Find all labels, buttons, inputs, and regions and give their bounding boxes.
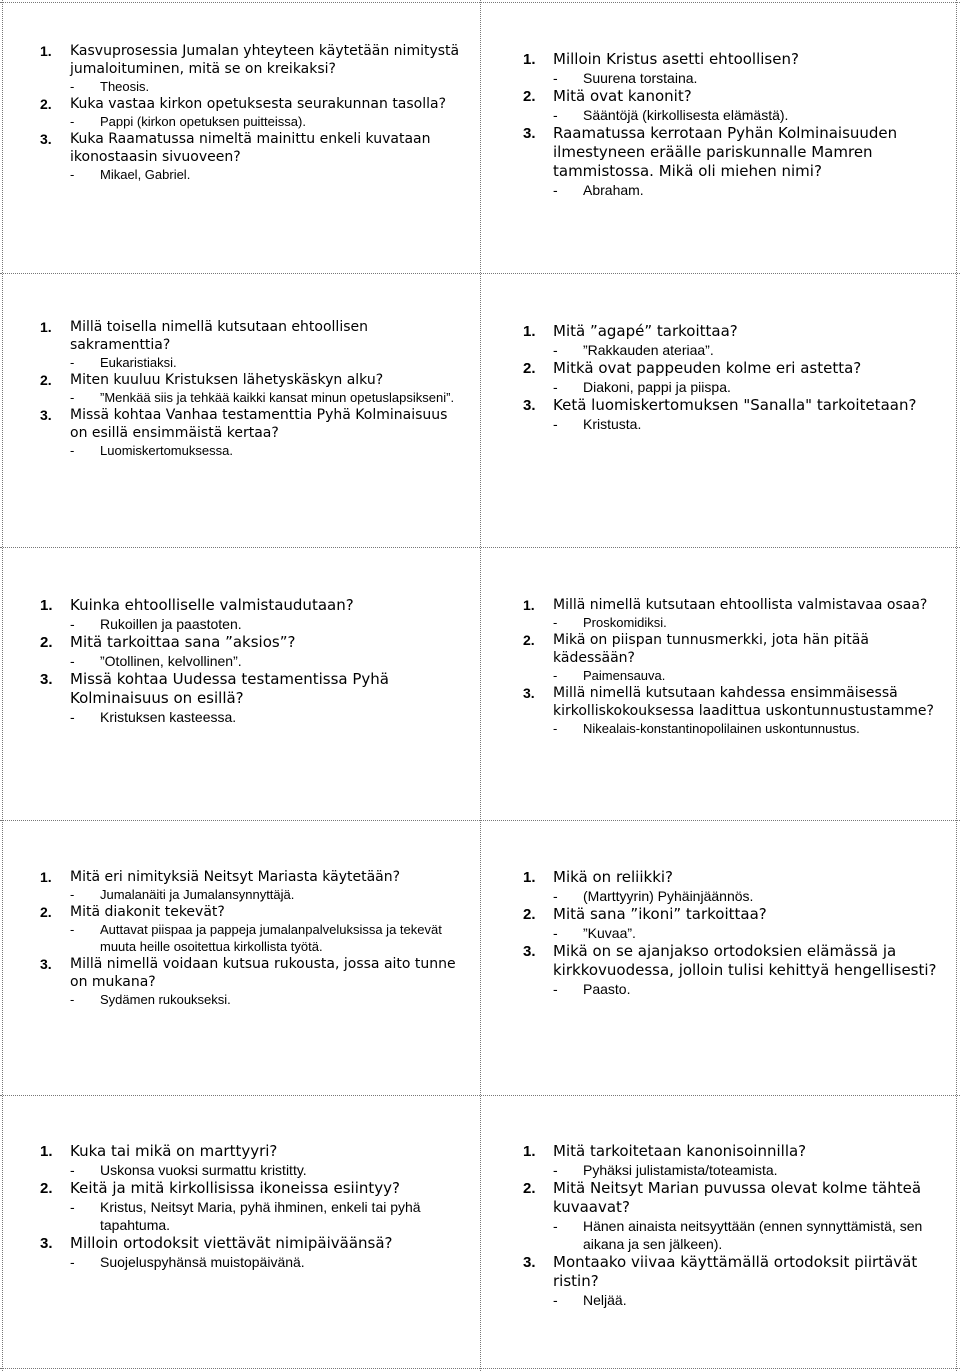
question-text: Mikä on se ajanjakso ortodoksien elämässä ja kirkkovuodessa, jolloin tulisi kehittyä hengellisesti? — [553, 942, 937, 979]
qa-list — [40, 1142, 465, 1271]
cut-line — [0, 273, 960, 274]
qa-item — [523, 87, 943, 124]
question-number: 1. — [523, 51, 536, 68]
question-number: 3. — [523, 397, 536, 414]
answer-dash: - — [553, 925, 558, 941]
question-text: Miten kuuluu Kristuksen lähetyskäskyn alku? — [70, 372, 384, 388]
question — [40, 868, 465, 886]
question-text: Missä kohtaa Uudessa testamentissa Pyhä Kolminaisuus on esillä? — [70, 670, 389, 707]
qa-item — [40, 955, 465, 1008]
answer-dash: - — [70, 653, 75, 669]
question-text: Mitkä ovat pappeuden kolme eri astetta? — [553, 359, 862, 377]
answer — [523, 980, 948, 998]
qa-item — [40, 1179, 465, 1234]
question-number: 3. — [523, 943, 536, 960]
question-text: Mikä on reliikki? — [553, 868, 674, 886]
qa-item — [523, 50, 943, 87]
qa-item — [523, 1179, 948, 1253]
answer-text: Kristusta. — [583, 416, 642, 432]
answer — [523, 720, 948, 737]
answer-text: Paimensauva. — [583, 668, 666, 683]
question-text: Milloin Kristus asetti ehtoollisen? — [553, 50, 799, 68]
qa-list — [523, 50, 943, 199]
qa-item — [523, 1142, 948, 1179]
answer — [523, 924, 948, 942]
answer-dash: - — [553, 668, 558, 683]
qa-item — [40, 371, 465, 406]
answer-dash: - — [70, 79, 75, 94]
answer-dash: - — [553, 1162, 558, 1178]
answer-dash: - — [70, 167, 75, 182]
question — [40, 130, 465, 166]
qa-item — [523, 631, 948, 684]
question-number: 1. — [523, 597, 535, 613]
quiz-card — [40, 42, 465, 183]
question-text: Kasvuprosessia Jumalan yhteyteen käytetään nimitystä jumaloituminen, mitä se on kreikaksi? — [70, 43, 460, 77]
answer — [523, 341, 943, 359]
quiz-card — [523, 596, 948, 737]
question — [523, 1179, 948, 1217]
question-number: 2. — [40, 1180, 53, 1197]
answer — [40, 991, 465, 1008]
answer — [40, 166, 465, 183]
question — [523, 87, 943, 106]
question — [523, 942, 948, 980]
qa-list — [523, 322, 943, 433]
question — [40, 42, 465, 78]
answer-text: Luomiskertomuksessa. — [100, 443, 233, 458]
qa-item — [40, 903, 465, 955]
question-number: 2. — [40, 372, 52, 388]
question — [40, 955, 465, 991]
answer — [523, 69, 943, 87]
question-number: 1. — [40, 869, 52, 885]
answer-dash: - — [553, 182, 558, 198]
question-text: Mitä ovat kanonit? — [553, 87, 692, 105]
question-text: Mitä eri nimityksiä Neitsyt Mariasta käytetään? — [70, 869, 401, 885]
question-number: 1. — [40, 597, 53, 614]
answer — [523, 1291, 948, 1309]
question-number: 1. — [40, 43, 52, 59]
answer-text: Mikael, Gabriel. — [100, 167, 191, 182]
answer-dash: - — [70, 390, 75, 405]
answer-text: Pappi (kirkon opetuksen puitteissa). — [100, 114, 306, 129]
question — [523, 1253, 948, 1291]
question-number: 1. — [523, 323, 536, 340]
answer — [40, 389, 465, 406]
qa-list — [40, 42, 465, 183]
answer-dash: - — [70, 114, 75, 129]
quiz-card — [523, 50, 943, 199]
answer-text: Auttavat piispaa ja pappeja jumalanpalveluksissa ja tekevät muuta heille osoitettua kirkollista työtä. — [100, 922, 442, 954]
question — [40, 318, 465, 354]
question-number: 2. — [523, 88, 536, 105]
question-number: 2. — [523, 906, 536, 923]
qa-item — [523, 684, 948, 737]
question-text: Mitä tarkoittaa sana ”aksios”? — [70, 633, 296, 651]
question — [523, 905, 948, 924]
question-number: 3. — [523, 125, 536, 142]
question — [523, 124, 943, 181]
qa-item — [40, 596, 465, 633]
answer-text: Suojeluspyhänsä muistopäivänä. — [100, 1254, 305, 1270]
question-text: Millä nimellä voidaan kutsua rukousta, jossa aito tunne on mukana? — [70, 956, 456, 990]
qa-item — [523, 396, 943, 433]
question — [523, 631, 948, 667]
answer-dash: - — [70, 1199, 75, 1215]
quiz-card — [40, 868, 465, 1008]
question-number: 2. — [40, 904, 52, 920]
answer-dash: - — [70, 1254, 75, 1270]
qa-item — [40, 95, 465, 130]
qa-item — [523, 124, 943, 199]
answer-dash: - — [553, 342, 558, 358]
question — [40, 633, 465, 652]
qa-item — [523, 359, 943, 396]
answer-dash: - — [553, 70, 558, 86]
question — [523, 1142, 948, 1161]
answer-dash: - — [553, 107, 558, 123]
qa-item — [40, 1234, 465, 1271]
answer — [523, 1217, 948, 1253]
answer — [523, 378, 943, 396]
answer-dash: - — [553, 1218, 558, 1234]
question — [523, 396, 943, 415]
qa-list — [523, 596, 948, 737]
answer — [523, 415, 943, 433]
question-text: Kuinka ehtoolliselle valmistaudutaan? — [70, 596, 354, 614]
answer-text: ”Otollinen, kelvollinen”. — [100, 653, 242, 669]
quiz-card — [40, 1142, 465, 1271]
question — [523, 868, 948, 887]
answer-text: Diakoni, pappi ja piispa. — [583, 379, 731, 395]
answer-dash: - — [553, 615, 558, 630]
qa-list — [40, 318, 465, 459]
quiz-card — [523, 1142, 948, 1309]
qa-item — [523, 942, 948, 998]
question-text: Mitä sana ”ikoni” tarkoittaa? — [553, 905, 767, 923]
answer-text: Neljää. — [583, 1292, 627, 1308]
answer-dash: - — [70, 1162, 75, 1178]
answer-text: Eukaristiaksi. — [100, 355, 177, 370]
qa-item — [523, 596, 948, 631]
answer-text: Sääntöjä (kirkollisesta elämästä). — [583, 107, 789, 123]
answer — [40, 1253, 465, 1271]
question-text: Raamatussa kerrotaan Pyhän Kolminaisuuden ilmestyneen eräälle pariskunnalle Mamren tammistossa. Mikä oli miehen nimi? — [553, 124, 898, 180]
answer-text: Jumalanäiti ja Jumalansynnyttäjä. — [100, 887, 295, 902]
question — [40, 1142, 465, 1161]
cut-line — [2, 0, 3, 1371]
qa-item — [40, 130, 465, 183]
answer-dash: - — [70, 616, 75, 632]
question-text: Mitä Neitsyt Marian puvussa olevat kolme tähteä kuvaavat? — [553, 1179, 922, 1216]
question-number: 2. — [523, 1180, 536, 1197]
qa-list — [40, 596, 465, 726]
cut-line — [0, 2, 960, 3]
question — [40, 1234, 465, 1253]
qa-item — [40, 1142, 465, 1179]
qa-list — [40, 868, 465, 1008]
answer-dash: - — [70, 887, 75, 902]
answer — [40, 615, 465, 633]
question-text: Missä kohtaa Vanhaa testamenttia Pyhä Kolminaisuus on esillä ensimmäistä kertaa? — [70, 407, 448, 441]
question-number: 2. — [40, 96, 52, 112]
answer — [40, 708, 465, 726]
answer — [40, 921, 465, 955]
question — [523, 684, 948, 720]
answer-text: Rukoillen ja paastoten. — [100, 616, 242, 632]
question-number: 1. — [40, 1143, 53, 1160]
question-text: Millä toisella nimellä kutsutaan ehtoollisen sakramenttia? — [70, 319, 368, 353]
question-text: Kuka tai mikä on marttyyri? — [70, 1142, 278, 1160]
qa-list — [523, 868, 948, 998]
question-number: 3. — [40, 1235, 53, 1252]
question — [40, 670, 465, 708]
question-number: 1. — [523, 1143, 536, 1160]
cut-line — [956, 0, 957, 1371]
qa-item — [40, 670, 465, 726]
answer — [40, 78, 465, 95]
qa-item — [40, 42, 465, 95]
question-number: 2. — [40, 634, 53, 651]
question-number: 3. — [40, 671, 53, 688]
answer-dash: - — [553, 888, 558, 904]
answer-dash: - — [553, 416, 558, 432]
quiz-card — [40, 596, 465, 726]
answer-dash: - — [70, 443, 75, 458]
answer-text: Theosis. — [100, 79, 150, 94]
qa-item — [523, 905, 948, 942]
quiz-card — [523, 868, 948, 998]
answer — [40, 1198, 465, 1234]
answer — [523, 106, 943, 124]
qa-item — [523, 322, 943, 359]
answer-text: (Marttyyrin) Pyhäinjäännös. — [583, 888, 754, 904]
question-text: Mitä ”agapé” tarkoittaa? — [553, 322, 738, 340]
answer — [40, 652, 465, 670]
answer — [40, 113, 465, 130]
answer-dash: - — [553, 981, 558, 997]
answer-dash: - — [70, 992, 75, 1007]
question — [523, 322, 943, 341]
question-text: Montaako viivaa käyttämällä ortodoksit piirtävät ristin? — [553, 1253, 918, 1290]
question-number: 2. — [523, 632, 535, 648]
question — [40, 371, 465, 389]
answer-dash: - — [70, 922, 75, 937]
cut-line — [0, 820, 960, 821]
answer-text: Proskomidiksi. — [583, 615, 667, 630]
question — [523, 359, 943, 378]
answer-dash: - — [553, 379, 558, 395]
answer-text: ”Kuvaa”. — [583, 925, 636, 941]
cut-line — [480, 0, 481, 1371]
answer — [40, 1161, 465, 1179]
answer-dash: - — [553, 1292, 558, 1308]
answer — [523, 667, 948, 684]
answer-text: Kristus, Neitsyt Maria, pyhä ihminen, enkeli tai pyhä tapahtuma. — [100, 1199, 421, 1233]
qa-item — [40, 318, 465, 371]
question-text: Keitä ja mitä kirkollisissa ikoneissa esiintyy? — [70, 1179, 400, 1197]
answer-dash: - — [553, 721, 558, 736]
qa-item — [40, 406, 465, 459]
question-text: Ketä luomiskertomuksen "Sanalla" tarkoitetaan? — [553, 396, 917, 414]
question-text: Mitä tarkoitetaan kanonisoinnilla? — [553, 1142, 807, 1160]
answer-text: Suurena torstaina. — [583, 70, 698, 86]
question-text: Millä nimellä kutsutaan kahdessa ensimmäisessä kirkolliskokouksessa laadittua uskontunnustustamme? — [553, 685, 934, 719]
qa-list — [523, 1142, 948, 1309]
answer-text: Hänen ainaista neitsyyttään (ennen synnyttämistä, sen aikana ja sen jälkeen). — [583, 1218, 923, 1252]
answer-text: Abraham. — [583, 182, 644, 198]
answer-text: Kristuksen kasteessa. — [100, 709, 237, 725]
question-text: Kuka vastaa kirkon opetuksesta seurakunnan tasolla? — [70, 96, 447, 112]
answer-text: Uskonsa vuoksi surmattu kristitty. — [100, 1162, 307, 1178]
qa-item — [40, 868, 465, 903]
question-number: 1. — [523, 869, 536, 886]
question — [40, 1179, 465, 1198]
answer-dash: - — [70, 355, 75, 370]
quiz-card — [523, 322, 943, 433]
question-text: Mikä on piispan tunnusmerkki, jota hän pitää kädessään? — [553, 632, 869, 666]
qa-item — [523, 868, 948, 905]
question-text: Milloin ortodoksit viettävät nimipäiväänsä? — [70, 1234, 393, 1252]
answer — [523, 614, 948, 631]
question — [40, 95, 465, 113]
answer-text: Nikealais-konstantinopolilainen uskontunnustus. — [583, 721, 860, 736]
qa-item — [523, 1253, 948, 1309]
question-number: 3. — [523, 685, 535, 701]
answer — [523, 181, 943, 199]
question — [40, 596, 465, 615]
cut-line — [0, 547, 960, 548]
question — [523, 50, 943, 69]
question-number: 3. — [40, 407, 52, 423]
cut-line — [0, 1368, 960, 1369]
answer — [523, 887, 948, 905]
cut-line — [0, 1095, 960, 1096]
question-number: 3. — [523, 1254, 536, 1271]
qa-item — [40, 633, 465, 670]
question-text: Millä nimellä kutsutaan ehtoollista valmistavaa osaa? — [553, 597, 928, 613]
quiz-card — [40, 318, 465, 459]
answer-text: ”Menkää siis ja tehkää kaikki kansat minun opetuslapsikseni”. — [100, 390, 455, 405]
answer-text: Pyhäksi julistamista/toteamista. — [583, 1162, 778, 1178]
question-number: 3. — [40, 956, 52, 972]
answer-text: Sydämen rukoukseksi. — [100, 992, 231, 1007]
question — [40, 903, 465, 921]
answer-text: Paasto. — [583, 981, 631, 997]
answer-text: ”Rakkauden ateriaa”. — [583, 342, 714, 358]
question-text: Mitä diakonit tekevät? — [70, 904, 225, 920]
answer — [40, 886, 465, 903]
answer — [40, 442, 465, 459]
question — [40, 406, 465, 442]
answer — [40, 354, 465, 371]
question-number: 3. — [40, 131, 52, 147]
question-text: Kuka Raamatussa nimeltä mainittu enkeli kuvataan ikonostaasin sivuoveen? — [70, 131, 431, 165]
question-number: 1. — [40, 319, 52, 335]
question-number: 2. — [523, 360, 536, 377]
question — [523, 596, 948, 614]
answer-dash: - — [70, 709, 75, 725]
answer — [523, 1161, 948, 1179]
